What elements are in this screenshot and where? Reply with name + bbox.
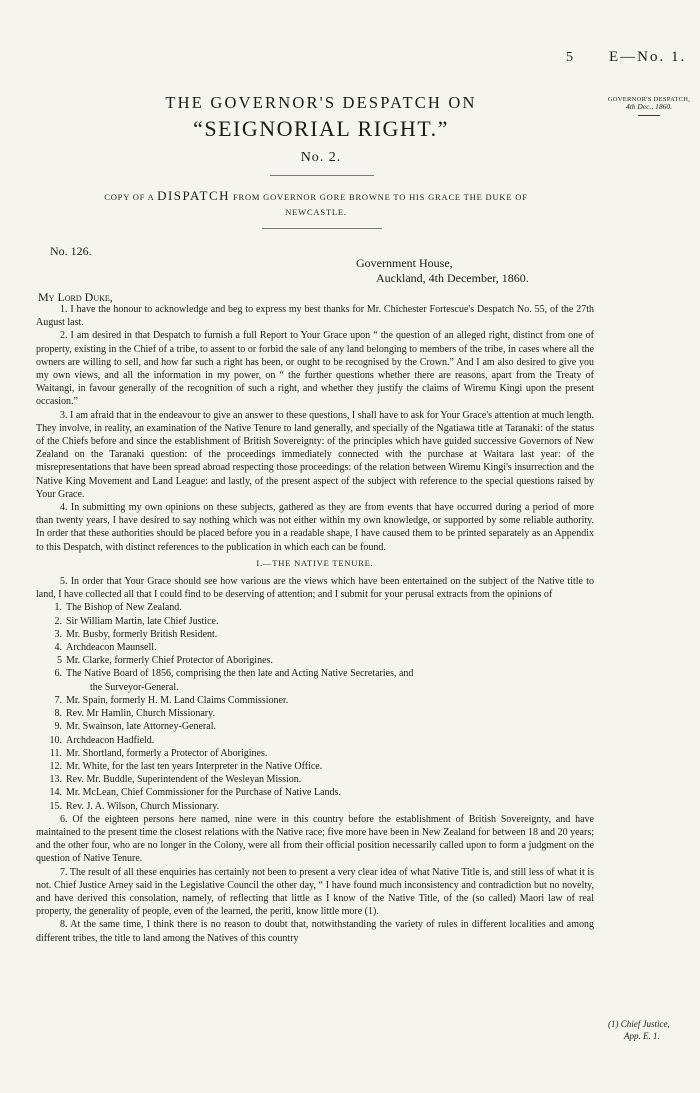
page-number: 5 — [566, 50, 573, 65]
despatch-number: No. 126. — [50, 244, 92, 258]
copy-heading — [30, 186, 602, 218]
salutation: My Lord Duke, — [38, 290, 113, 304]
title-line-2: “SEIGNORIAL RIGHT.” — [193, 116, 449, 141]
address-block — [356, 256, 529, 286]
authorities-list — [36, 601, 594, 812]
side-label-date: 4th Dec., 1860. — [625, 102, 673, 112]
address-line-1: Government House, — [356, 256, 453, 270]
list-item: 10. Archdeacon Hadfield. — [49, 734, 155, 746]
paragraph-2: 2. I am desired in that Despatch to furnish a full Report to Your Grace upon “ the question of an alleged right, distinct from one of property, existing in the Chief of a tribe, to assent to or forbid the sale of any land belonging to members of the tribe, in cases where all the owners are willing to sell, and how far such a right has been, or ought to be recognised by the Crown.” And I am also desired to give you my own views, and all the information in my power, on “ the further questions whether there are reasons, apart from the Treaty of Waitangi, in favour generally of the recognition of such a right, and whether they justify the claims of Wiremu Kingi upon the present occasion.” — [36, 330, 594, 408]
paragraph-1: 1. I have the honour to acknowledge and beg to express my best thanks for Mr. Chichester Fortescue's Despatch No. 55, of the 27th August last. — [36, 304, 594, 329]
list-item: 9. Mr. Swainson, late Attorney-General. — [54, 721, 216, 733]
section-heading: I.—THE NATIVE TENURE. — [256, 557, 374, 568]
list-item: 6. The Native Board of 1856, comprising the then late and Acting Native Secretaries, and the Surveyor-General. — [54, 668, 414, 693]
list-item: 7. Mr. Spain, formerly H. M. Land Claims Commissioner. — [54, 694, 289, 706]
paragraph-5: 5. In order that Your Grace should see how various are the views which have been entertained on the subject of the Native title to land, I have collected all that I could find to be deserving of attention; and I submit for your perusal extracts from the opinions of — [36, 576, 594, 601]
list-item: 12. Mr. White, for the last ten years Interpreter in the Native Office. — [49, 760, 323, 772]
title-number: No. 2. — [300, 150, 342, 165]
address-line-2: Auckland, 4th December, 1860. — [376, 271, 529, 285]
list-item: 1. The Bishop of New Zealand. — [54, 602, 182, 614]
despatch-body — [36, 303, 594, 945]
margin-note — [608, 1018, 670, 1042]
list-item: 3. Mr. Busby, formerly British Resident. — [54, 628, 218, 640]
list-item: 15. Rev. J. A. Wilson, Church Missionary. — [49, 800, 220, 812]
list-item: 2. Sir William Martin, late Chief Justice. — [54, 615, 219, 627]
paragraph-3: 3. I am afraid that in the endeavour to give an answer to these questions, I shall have to ask for Your Grace's attention at much length. They involve, in reality, an examination of the Native Tenure to land generally, and specially of the Ngatiawa title at Taranaki: of the status of the Chiefs before and since the establishment of British Sovereignty: of the principles which have guided successive Governors of New Zealand on the Taranaki question: of the proceedings immediately connected with the purchase at Waitara last year: of the misrepresentations that have been spread abroad respecting those proceedings: of the relation between Wiremu Kingi's insurrection and the Native King Movement and Land League: and lastly, of the present aspect of the subject with reference to the special questions raised by Your Grace. — [36, 409, 594, 500]
margin-note-line-1: (1) Chief Justice, — [608, 1019, 670, 1029]
list-item: 11. Mr. Shortland, formerly a Protector of Aborigines. — [49, 747, 268, 759]
paragraph-8: 8. At the same time, I think there is no reason to doubt that, notwithstanding the variety of rules in different localities and among different tribes, the title to land among the Natives of this country — [36, 919, 594, 944]
title-divider — [270, 175, 374, 176]
margin-note-line-2: App. E. 1. — [624, 1031, 660, 1041]
paragraph-7: 7. The result of all these enquiries has certainly not been to present a very clear idea of what Native Title is, and still less of what it is not. Chief Justice Arney said in the Legislative Council the other day, “ I have found much inconsistency and contradiction but no novelty, and have derived this consolation, namely, of reflecting that little as I know of the Native Title, of the (so called) Maori law of real property, the generality of people, even of the learned, the periti, know little more (1). — [36, 866, 594, 918]
series-number: E—No. 1. — [609, 49, 687, 65]
list-item: 8. Rev. Mr Hamlin, Church Missionary. — [54, 708, 215, 720]
copy-heading-part-3: FROM GOVERNOR GORE BROWNE TO HIS GRACE THE DUKE OF — [232, 192, 528, 202]
side-label-title: GOVERNOR'S DESPATCH, — [607, 96, 691, 103]
side-label — [606, 96, 692, 116]
list-item: 4. Archdeacon Maunsell. — [54, 642, 157, 654]
paragraph-4: 4. In submitting my own opinions on these subjects, gathered as they are from events that have occurred during a period of more than twenty years, I have desired to say nothing which was not either within my own knowledge, or supported by some reliable authority. In order that these authorities should be placed before you in a readable shape, I have caused them to be printed separately as an Appendix to this Despatch, with distinct references to the publication in which each can be found. — [36, 502, 594, 553]
list-item: 13. Rev. Mr. Buddle, Superintendent of the Wesleyan Mission. — [49, 774, 302, 786]
copy-heading-part-1: COPY OF A — [104, 192, 155, 202]
paragraph-6: 6. Of the eighteen persons here named, nine were in this country before the establishment of British Sovereignty, and have maintained to the present time the closest relations with the Native race; five more have been in New Zealand for between 18 and 20 years; and the other four, who are no longer in the Colony, were all from their official position necessarily called upon to form a judgment on the question of Native Tenure. — [36, 813, 594, 865]
copy-heading-dispatch: DISPATCH — [157, 188, 231, 203]
side-label-rule — [638, 115, 660, 116]
title-line-1: THE GOVERNOR'S DESPATCH ON — [165, 93, 477, 112]
copy-heading-part-4: NEWCASTLE. — [285, 206, 347, 217]
heading-divider — [262, 228, 382, 229]
list-item: 14. Mr. McLean, Chief Commissioner for the Purchase of Native Lands. — [49, 787, 341, 799]
list-item: 5 Mr. Clarke, formerly Chief Protector of Aborigines. — [57, 655, 273, 667]
